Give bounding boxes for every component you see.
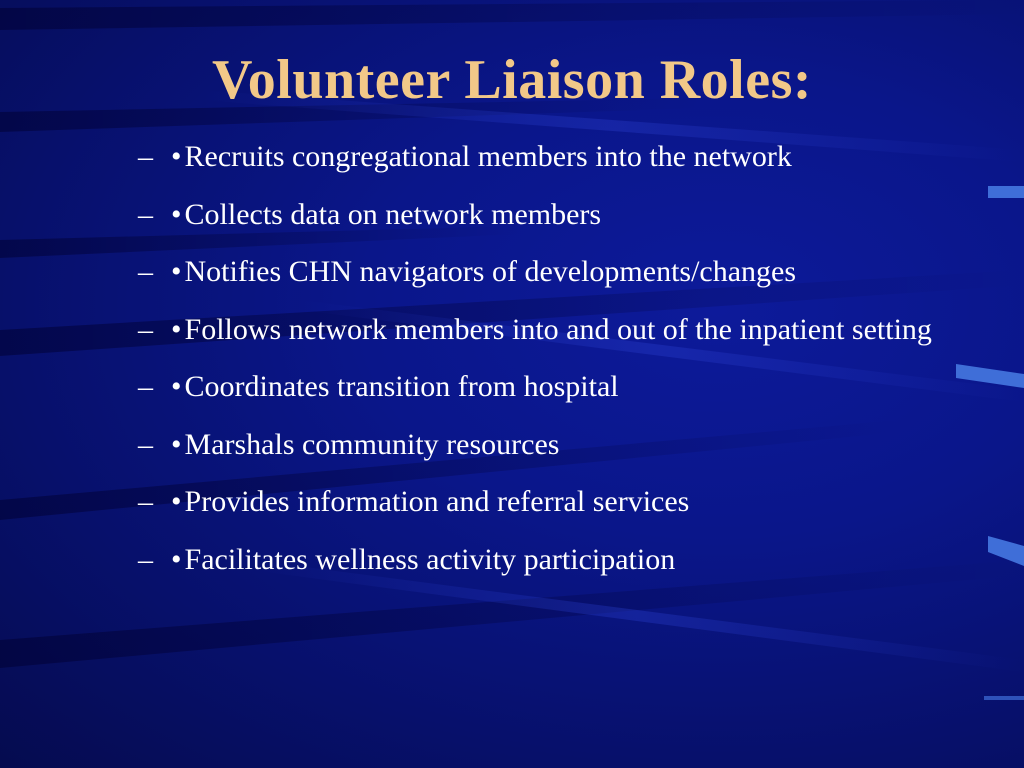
bullet-text: Coordinates transition from hospital	[184, 370, 619, 403]
dash-marker: –	[138, 140, 153, 173]
dash-marker: –	[138, 197, 153, 231]
bullet-dot: •	[171, 485, 182, 518]
bullet-dot: •	[171, 427, 182, 461]
list-item	[138, 253, 998, 291]
dash-marker: –	[138, 255, 153, 288]
bullet-dot: •	[171, 140, 182, 173]
bullet-dot: •	[171, 542, 182, 576]
dash-marker: –	[138, 427, 153, 461]
bullet-text: Recruits congregational members into the network	[184, 140, 792, 173]
dark-streak	[0, 0, 1024, 30]
list-item	[138, 483, 998, 521]
accent-streak	[984, 696, 1024, 700]
list-item	[138, 426, 998, 464]
bullet-dot: •	[171, 197, 182, 231]
list-item	[138, 541, 998, 579]
list-item	[138, 196, 998, 234]
slide-title: Volunteer Liaison Roles:	[211, 49, 813, 111]
bullet-dot: •	[171, 255, 182, 288]
bullet-text: Notifies CHN navigators of developments/changes	[184, 255, 797, 288]
bullet-text: Facilitates wellness activity participation	[184, 542, 676, 576]
bullet-text: Provides information and referral services	[184, 485, 690, 518]
bullet-dot: •	[171, 312, 182, 346]
bullet-dot: •	[171, 370, 182, 403]
list-item	[138, 138, 998, 176]
list-item	[138, 311, 998, 349]
bullet-list	[138, 138, 998, 598]
bullet-text: Marshals community resources	[184, 427, 560, 461]
bullet-text: Follows network members into and out of the inpatient setting	[184, 312, 932, 346]
dash-marker: –	[138, 542, 153, 576]
dash-marker: –	[138, 312, 153, 346]
bullet-text: Collects data on network members	[184, 197, 602, 231]
dash-marker: –	[138, 370, 153, 403]
dash-marker: –	[138, 485, 153, 518]
list-item	[138, 368, 998, 406]
